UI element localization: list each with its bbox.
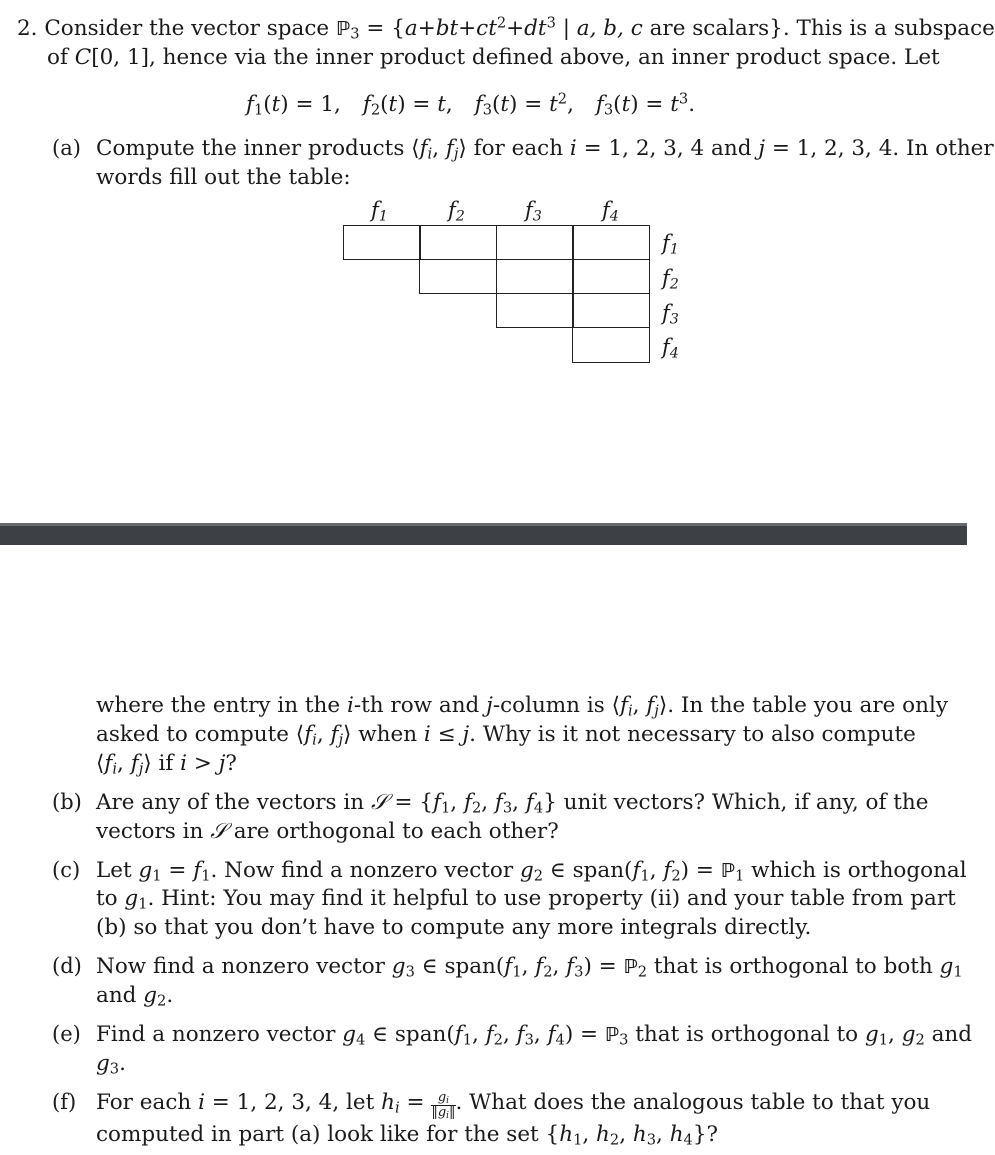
row-header-f3: $f_3$ <box>662 301 679 328</box>
function-definitions: $f_1(t) = 1$, $f_2(t) = t$, $f_3(t) = t^2$, $f_3(t) = t^3$. <box>246 90 696 119</box>
table-cell-2-4[interactable] <box>572 259 650 294</box>
intro-text: Consider the vector space ℙ$_3$ = {$a+bt+ct^2+dt^3$ | a, b, c are scalars}. This is a subspace <box>44 14 995 43</box>
part-e-line-2: $g_3$. <box>96 1051 126 1078</box>
part-b-label: (b) <box>52 790 82 814</box>
table-cell-1-4[interactable] <box>572 225 650 260</box>
part-a-line-2: words fill out the table: <box>96 165 351 190</box>
part-e-line-1: Find a nonzero vector $g_4$ ∈ $span(f_1$, $f_2$, $f_3$, $f_4$) = ℙ$_3$ that is orthogonal to $g_1$, $g_2$ and <box>96 1022 973 1049</box>
part-d-label: (d) <box>52 954 82 978</box>
part-e-label: (e) <box>52 1022 81 1046</box>
problem-intro-line-2: of C[0, 1], hence via the inner product defined above, an inner product space. Let <box>47 45 940 70</box>
row-header-f2: $f_2$ <box>662 266 679 293</box>
part-f-line-1: For each i = 1, 2, 3, 4, let $h_i$ = $\frac{g_i}{‖g_i‖}$ . What does the analogous table to that you <box>96 1090 931 1122</box>
part-a-after-line-3: $⟨f_i$, $f_j⟩$ if i > j? <box>96 751 237 778</box>
part-a-label: (a) <box>52 136 81 160</box>
table-cell-2-3[interactable] <box>496 259 574 294</box>
part-c-label: (c) <box>52 858 81 882</box>
part-d-line-2: and $g_2$. <box>96 983 174 1010</box>
table-cell-4-4[interactable] <box>572 327 650 363</box>
part-c-line-3: (b) so that you don’t have to compute any more integrals directly. <box>96 915 812 940</box>
col-header-f3: $f_3$ <box>525 198 542 225</box>
row-header-f1: $f_1$ <box>662 231 679 258</box>
part-c-line-1: Let $g_1 = f_1$. Now find a nonzero vector $g_2$ ∈ $span(f_1$, $f_2$) = ℙ$_1$ which is orthogonal <box>96 858 967 885</box>
part-a-after-line-2: asked to compute $⟨f_i$, $f_j⟩$ when i ≤ j. Why is it not necessary to also compute <box>96 722 916 749</box>
table-cell-3-3[interactable] <box>496 293 574 328</box>
page-break-bar <box>0 523 967 545</box>
table-cell-1-3[interactable] <box>496 225 574 260</box>
normalization-fraction: $\frac{g_i}{‖g_i‖}$ <box>431 1090 456 1122</box>
part-c-line-2: to $g_1$. Hint: You may find it helpful to use property (ii) and your table from part <box>96 886 956 913</box>
col-header-f1: $f_1$ <box>371 198 388 225</box>
row-header-f4: $f_4$ <box>662 335 679 362</box>
part-a-after-line-1: where the entry in the i-th row and j-column is $⟨f_i$, $f_j⟩$. In the table you are only <box>96 693 948 720</box>
table-cell-1-2[interactable] <box>419 225 497 260</box>
table-cell-1-1[interactable] <box>343 225 421 260</box>
part-b-line-2: vectors in 𝒮 are orthogonal to each other? <box>96 819 559 844</box>
part-f-line-2: computed in part (a) look like for the set {$h_1$, $h_2$, $h_3$, $h_4$}? <box>96 1122 719 1149</box>
col-header-f2: $f_2$ <box>448 198 465 225</box>
col-header-f4: $f_4$ <box>602 198 619 225</box>
part-a-line-1: Compute the inner products $⟨f_i$, $f_j⟩$ for each i = 1, 2, 3, 4 and j = 1, 2, 3, 4. In other <box>96 136 994 163</box>
problem-number: 2. <box>17 16 38 41</box>
table-cell-3-4[interactable] <box>572 293 650 328</box>
part-b-line-1: Are any of the vectors in 𝒮 = {$f_1$, $f_2$, $f_3$, $f_4$} unit vectors? Which, if any, of the <box>96 790 929 817</box>
problem-intro-line-1 <box>17 14 995 44</box>
part-d-line-1: Now find a nonzero vector $g_3$ ∈ $span(f_1$, $f_2$, $f_3$) = ℙ$_2$ that is orthogonal to both $g_1$ <box>96 954 963 981</box>
part-f-label: (f) <box>52 1090 77 1114</box>
table-cell-2-2[interactable] <box>419 259 497 294</box>
